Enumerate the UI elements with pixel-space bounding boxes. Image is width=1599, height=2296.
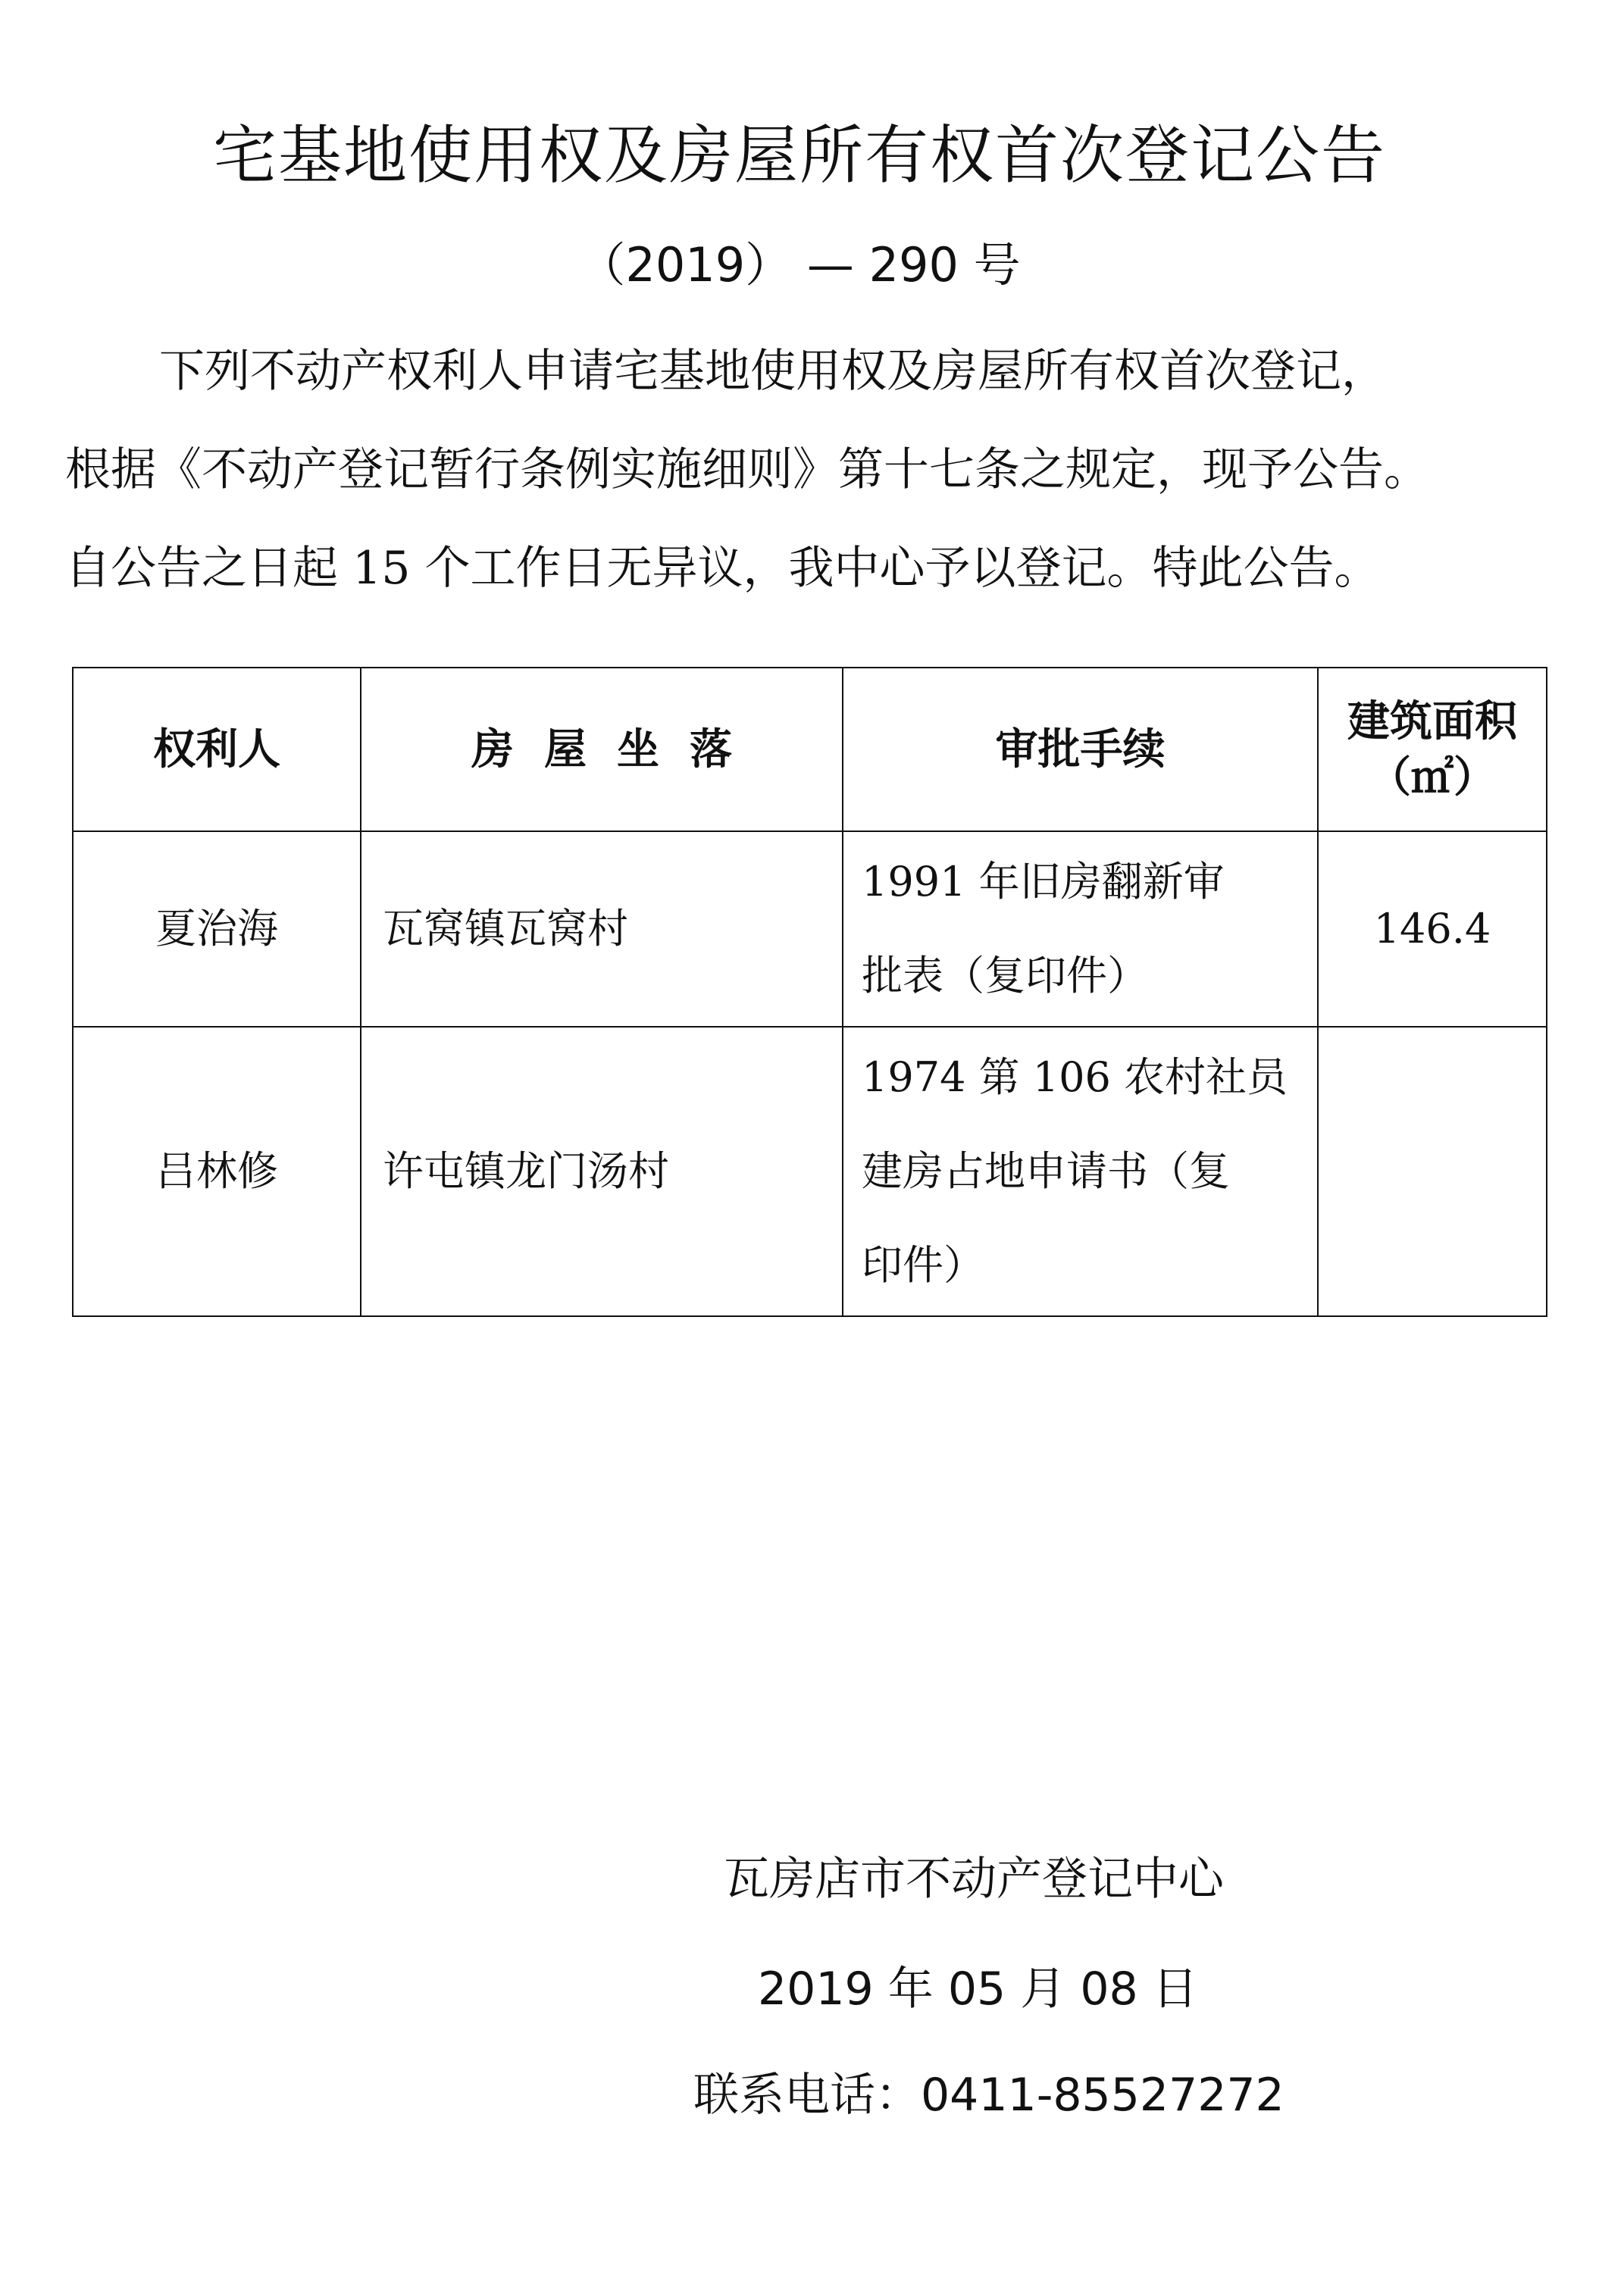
header-approval: 审批手续 bbox=[843, 668, 1318, 831]
approval-line: 批表（复印件） bbox=[862, 952, 1148, 999]
table-header-row bbox=[73, 668, 1547, 831]
document-number: （2019） — 290 号 bbox=[578, 237, 1021, 292]
header-holder: 权利人 bbox=[73, 668, 361, 831]
approval-line: 1974 第 106 农村社员 bbox=[862, 1053, 1288, 1101]
header-location: 房屋坐落 bbox=[361, 668, 843, 831]
cell-holder: 夏治海 bbox=[73, 831, 361, 1027]
contact-phone: 联系电话：0411-85527272 bbox=[693, 2069, 1285, 2122]
notice-title: 宅基地使用权及房屋所有权首次登记公告 bbox=[212, 118, 1386, 192]
header-area-label: 建筑面积 bbox=[1347, 696, 1517, 746]
registration-table bbox=[72, 667, 1547, 1317]
approval-line: 印件） bbox=[862, 1241, 984, 1289]
cell-location: 许屯镇龙门汤村 bbox=[361, 1027, 843, 1316]
cell-area: 146.4 bbox=[1318, 831, 1547, 1027]
notice-paragraph-3: 自公告之日起 15 个工作日无异议，我中心予以登记。特此公告。 bbox=[65, 542, 1380, 595]
table-row bbox=[73, 1027, 1547, 1316]
cell-location: 瓦窝镇瓦窝村 bbox=[361, 831, 843, 1027]
table-row bbox=[73, 831, 1547, 1027]
cell-approval bbox=[843, 1027, 1318, 1316]
header-area-unit: （㎡） bbox=[1369, 752, 1496, 802]
issue-date: 2019 年 05 月 08 日 bbox=[758, 1963, 1198, 2016]
cell-holder: 吕林修 bbox=[73, 1027, 361, 1316]
header-area bbox=[1318, 668, 1547, 831]
cell-approval bbox=[843, 831, 1318, 1027]
approval-line: 1991 年旧房翻新审 bbox=[862, 858, 1225, 906]
notice-paragraph-1: 下列不动产权利人申请宅基地使用权及房屋所有权首次登记， bbox=[159, 345, 1387, 398]
approval-line: 建房占地申请书（复 bbox=[862, 1147, 1230, 1195]
issuing-organization: 瓦房店市不动产登记中心 bbox=[724, 1853, 1224, 1906]
cell-area bbox=[1318, 1027, 1547, 1316]
notice-paragraph-2: 根据《不动产登记暂行条例实施细则》第十七条之规定，现予公告。 bbox=[65, 443, 1429, 496]
